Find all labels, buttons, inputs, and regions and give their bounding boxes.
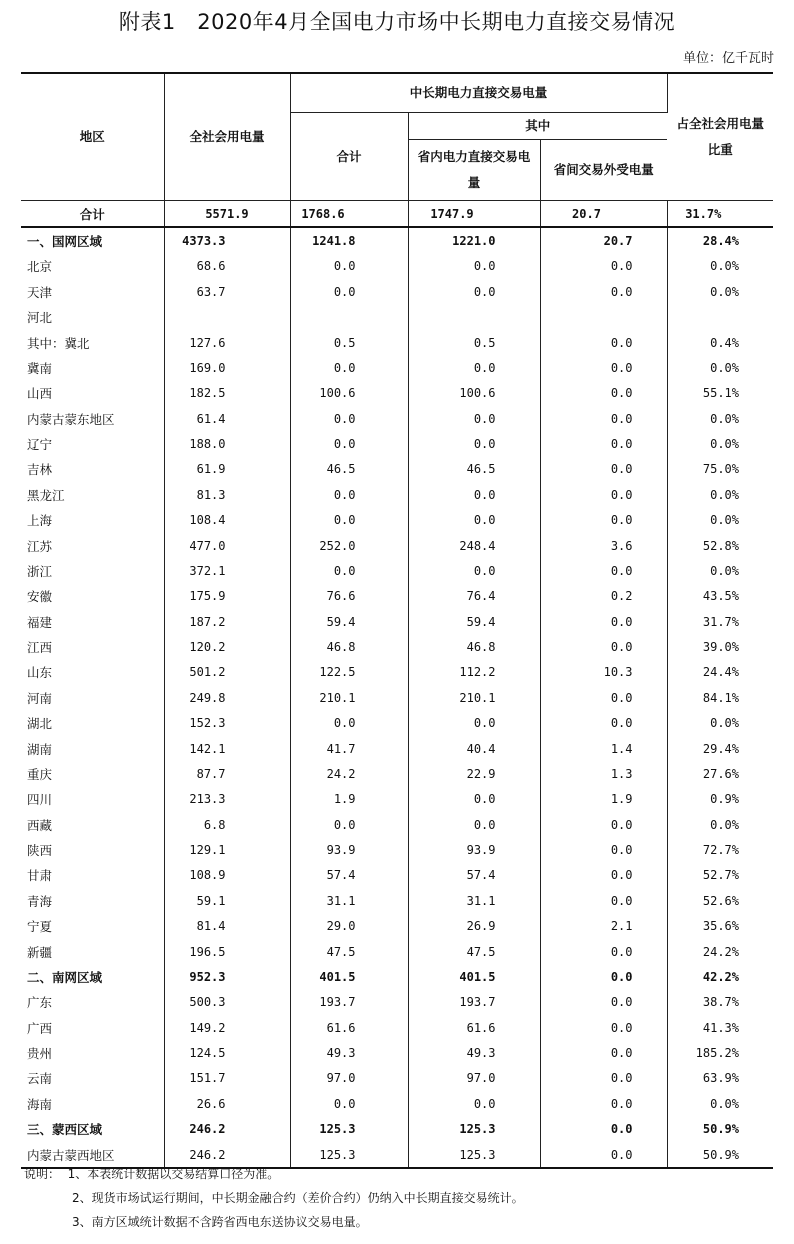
row-cell-i: 22.9 [408,761,540,786]
row-cell-s: 41.3% [702,1020,739,1035]
row-cell-s: 0.0% [710,716,739,731]
row-cell-o: 0.0 [540,1117,667,1142]
notes-label: 说明： [24,1167,61,1181]
row-cell-c: 61.4 [164,406,290,431]
row-cell-s: 38.7% [702,995,739,1010]
table-row [21,609,773,634]
row-cell-i: 0.0 [408,431,540,456]
row-cell-s: 35.6% [702,919,739,934]
row-cell-t: 31.1 [290,888,408,913]
row-cell-i: 193.7 [408,990,540,1015]
row-cell-o: 0.0 [540,711,667,736]
row-cell-t: 46.8 [290,634,408,659]
table-row [21,660,773,685]
row-cell-o: 0.0 [540,634,667,659]
header-region: 地区 [21,73,164,201]
row-cell-i: 0.0 [408,254,540,279]
row-cell-i: 40.4 [408,736,540,761]
row-cell-o: 0.0 [540,812,667,837]
row-cell-s: 31.7% [702,614,739,629]
row-cell-o: 10.3 [540,660,667,685]
table-row [21,837,773,862]
row-cell-i [408,305,540,330]
row-cell-s: 0.0% [710,437,739,452]
row-cell-c: 246.2 [164,1142,290,1168]
row-cell-o: 0.0 [540,508,667,533]
row-cell-t: 97.0 [290,1066,408,1091]
row-cell-c: 213.3 [164,787,290,812]
row-cell-t: 0.0 [290,1091,408,1116]
header-intra: 省内电力直接交易电量 [408,140,540,201]
row-cell-s: 50.9% [702,1122,739,1137]
row-cell-t: 0.0 [290,558,408,583]
table-row [21,1117,773,1142]
table-body [21,201,773,1169]
table-row [21,406,773,431]
row-cell-t: 59.4 [290,609,408,634]
table-row [21,1066,773,1091]
row-cell-s: 39.0% [702,640,739,655]
row-cell-o: 0.0 [540,685,667,710]
row-cell-o: 0.0 [540,964,667,989]
row-cell-i: 26.9 [408,914,540,939]
row-cell-i: 0.0 [408,482,540,507]
row-cell-c: 81.3 [164,482,290,507]
row-region-name: 广东 [21,990,164,1015]
row-cell-t: 0.0 [290,508,408,533]
row-cell-s: 52.6% [702,893,739,908]
table-row [21,1015,773,1040]
row-cell-s: 84.1% [702,690,739,705]
header-consumption: 全社会用电量 [164,73,290,201]
row-cell-i: 0.0 [408,812,540,837]
row-cell-s: 50.9% [667,1142,773,1168]
row-cell-c: 152.3 [164,711,290,736]
row-cell-t: 0.0 [290,711,408,736]
table-row [21,227,773,253]
row-cell-t: 0.0 [290,812,408,837]
row-cell-o: 0.0 [540,558,667,583]
row-cell-t: 0.0 [290,355,408,380]
row-cell-i: 0.0 [408,787,540,812]
row-cell-c: 500.3 [164,990,290,1015]
row-region-name: 湖南 [21,736,164,761]
row-cell-i: 47.5 [408,939,540,964]
row-cell-o: 0.0 [540,1015,667,1040]
row-cell-o: 0.0 [540,990,667,1015]
row-region-name: 内蒙古蒙西地区 [21,1142,164,1168]
row-cell-c: 87.7 [164,761,290,786]
row-cell-c: 249.8 [164,685,290,710]
row-cell-o: 0.0 [540,837,667,862]
row-cell-s: 0.0% [710,360,739,375]
row-cell-c: 61.9 [164,457,290,482]
row-cell-c: 4373.3 [164,227,290,253]
table-row [21,254,773,279]
row-cell-c: 187.2 [164,609,290,634]
row-cell-c: 81.4 [164,914,290,939]
row-cell-o: 1.9 [540,787,667,812]
row-region-name: 贵州 [21,1040,164,1065]
row-region-name: 吉林 [21,457,164,482]
table-row [21,381,773,406]
row-cell-i: 31.1 [408,888,540,913]
row-cell-t: 125.3 [290,1117,408,1142]
row-cell-c: 59.1 [164,888,290,913]
row-cell-t: 122.5 [290,660,408,685]
row-cell-t: 100.6 [290,381,408,406]
row-cell-s: 24.4% [702,665,739,680]
table-row [21,305,773,330]
notes [24,1162,524,1234]
row-cell-t: 46.5 [290,457,408,482]
table-row [21,508,773,533]
row-region-name: 冀南 [21,355,164,380]
row-cell-t: 1.9 [290,787,408,812]
row-region-name: 三、蒙西区域 [21,1117,164,1142]
row-cell-c: 5571.9 [164,201,290,228]
row-cell-o: 0.0 [540,482,667,507]
row-cell-s: 0.0% [710,411,739,426]
row-region-name: 青海 [21,888,164,913]
row-region-name: 安徽 [21,584,164,609]
row-cell-o: 0.0 [540,381,667,406]
table-row [21,1091,773,1116]
row-cell-c: 372.1 [164,558,290,583]
row-cell-i: 1221.0 [408,227,540,253]
row-region-name: 宁夏 [21,914,164,939]
row-cell-s: 0.0% [710,487,739,502]
row-cell-s: 24.2% [702,944,739,959]
row-cell-i: 248.4 [408,533,540,558]
row-region-name: 重庆 [21,761,164,786]
row-cell-i: 1747.9 [408,201,540,228]
row-cell-o: 0.0 [540,431,667,456]
row-cell-o: 0.2 [540,584,667,609]
row-region-name: 江西 [21,634,164,659]
row-cell-o: 3.6 [540,533,667,558]
row-cell-t: 401.5 [290,964,408,989]
table-row [21,279,773,304]
row-cell-t [290,305,408,330]
row-region-name: 辽宁 [21,431,164,456]
row-cell-i: 97.0 [408,1066,540,1091]
table-row [21,711,773,736]
row-cell-o [540,305,667,330]
row-cell-t: 210.1 [290,685,408,710]
row-cell-i: 0.0 [408,1091,540,1116]
row-cell-i: 0.5 [408,330,540,355]
row-cell-c: 501.2 [164,660,290,685]
row-cell-o: 1.3 [540,761,667,786]
table-row [21,482,773,507]
row-region-name: 新疆 [21,939,164,964]
row-region-name: 云南 [21,1066,164,1091]
row-cell-s: 52.8% [702,538,739,553]
row-cell-t: 1768.6 [290,201,408,228]
row-cell-c: 26.6 [164,1091,290,1116]
row-cell-o: 0.0 [540,1066,667,1091]
row-cell-s: 28.4% [702,234,739,249]
row-cell-o: 0.0 [540,1040,667,1065]
row-cell-s: 75.0% [702,462,739,477]
row-cell-o: 0.0 [540,888,667,913]
table-row [21,355,773,380]
row-region-name: 陕西 [21,837,164,862]
row-cell-c: 952.3 [164,964,290,989]
row-cell-i: 59.4 [408,609,540,634]
row-cell-t: 0.0 [290,406,408,431]
table-row [21,939,773,964]
row-region-name: 一、国网区域 [21,227,164,253]
row-region-name: 黑龙江 [21,482,164,507]
header-among: 其中 [408,113,667,140]
row-cell-t: 29.0 [290,914,408,939]
row-cell-c: 108.4 [164,508,290,533]
row-cell-o: 0.0 [540,254,667,279]
row-cell-s: 55.1% [702,386,739,401]
row-cell-c: 127.6 [164,330,290,355]
row-cell-i: 0.0 [408,406,540,431]
table-row [21,201,773,228]
row-region-name: 甘肃 [21,863,164,888]
row-cell-o: 0.0 [540,457,667,482]
row-region-name: 其中：冀北 [21,330,164,355]
row-cell-s: 42.2% [702,969,739,984]
row-cell-t: 0.0 [290,482,408,507]
row-cell-s: 43.5% [702,589,739,604]
row-cell-i: 112.2 [408,660,540,685]
row-cell-o: 0.0 [540,355,667,380]
table-row [21,457,773,482]
row-cell-s: 29.4% [702,741,739,756]
row-cell-c: 129.1 [164,837,290,862]
row-cell-s: 0.0% [710,284,739,299]
table-row [21,1040,773,1065]
row-region-name: 广西 [21,1015,164,1040]
header-direct-trade: 中长期电力直接交易电量 [290,73,667,113]
row-cell-c: 196.5 [164,939,290,964]
row-region-name: 二、南网区域 [21,964,164,989]
row-cell-s: 0.0% [710,817,739,832]
row-cell-t: 0.5 [290,330,408,355]
row-cell-i: 57.4 [408,863,540,888]
row-region-name: 北京 [21,254,164,279]
row-cell-c [164,305,290,330]
header-inter: 省间交易外受电量 [540,140,667,201]
row-cell-t: 57.4 [290,863,408,888]
row-region-name: 福建 [21,609,164,634]
row-region-name: 河南 [21,685,164,710]
row-cell-i: 0.0 [408,279,540,304]
row-cell-s: 0.9% [710,792,739,807]
row-cell-t: 47.5 [290,939,408,964]
row-cell-c: 246.2 [164,1117,290,1142]
row-region-name: 天津 [21,279,164,304]
table-row [21,330,773,355]
row-cell-i: 46.5 [408,457,540,482]
row-cell-i: 100.6 [408,381,540,406]
row-cell-t: 93.9 [290,837,408,862]
table-row [21,964,773,989]
table-row [21,787,773,812]
trade-table [21,72,773,1169]
table-row [21,863,773,888]
row-cell-o: 0.0 [540,279,667,304]
row-cell-i: 76.4 [408,584,540,609]
row-cell-o: 1.4 [540,736,667,761]
row-region-name: 山东 [21,660,164,685]
row-cell-i: 0.0 [408,508,540,533]
table-row [21,888,773,913]
row-cell-i: 210.1 [408,685,540,710]
header-sum: 合计 [290,113,408,201]
note-2: 2、现货市场试运行期间，中长期金融合约（差价合约）仍纳入中长期直接交易统计。 [72,1191,524,1205]
row-cell-t: 76.6 [290,584,408,609]
row-cell-s: 185.2% [695,1046,739,1061]
row-cell-o: 20.7 [540,227,667,253]
row-cell-o: 0.0 [540,1142,667,1168]
row-cell-i: 61.6 [408,1015,540,1040]
row-cell-c: 169.0 [164,355,290,380]
row-cell-s: 0.0% [710,563,739,578]
row-cell-i: 125.3 [408,1117,540,1142]
table-row [21,914,773,939]
row-cell-o: 20.7 [540,201,667,228]
row-cell-t: 193.7 [290,990,408,1015]
row-cell-i: 46.8 [408,634,540,659]
header-share: 占全社会用电量比重 [667,73,773,201]
row-cell-s: 72.7% [702,843,739,858]
row-cell-c: 477.0 [164,533,290,558]
table-row [21,761,773,786]
row-region-name: 西藏 [21,812,164,837]
table-row [21,431,773,456]
row-cell-c: 63.7 [164,279,290,304]
row-cell-t: 49.3 [290,1040,408,1065]
row-cell-t: 252.0 [290,533,408,558]
row-cell-c: 6.8 [164,812,290,837]
row-cell-s: 0.0% [710,259,739,274]
row-cell-c: 124.5 [164,1040,290,1065]
row-cell-c: 175.9 [164,584,290,609]
row-cell-o: 0.0 [540,330,667,355]
row-region-name: 内蒙古蒙东地区 [21,406,164,431]
row-cell-i: 0.0 [408,355,540,380]
row-cell-s: 63.9% [702,1071,739,1086]
row-cell-c: 182.5 [164,381,290,406]
row-cell-s: 0.0% [710,513,739,528]
row-region-name: 海南 [21,1091,164,1116]
row-cell-c: 151.7 [164,1066,290,1091]
row-cell-t: 0.0 [290,279,408,304]
row-cell-i: 49.3 [408,1040,540,1065]
row-cell-t: 0.0 [290,431,408,456]
row-cell-i: 401.5 [408,964,540,989]
row-region-name: 山西 [21,381,164,406]
table-row [21,584,773,609]
row-cell-t: 41.7 [290,736,408,761]
table-row [21,685,773,710]
row-region-name: 合计 [21,201,164,228]
page-title: 附表1 2020年4月全国电力市场中长期电力直接交易情况 [118,10,676,34]
table-row [21,990,773,1015]
row-cell-o: 0.0 [540,406,667,431]
row-region-name: 浙江 [21,558,164,583]
row-cell-t: 24.2 [290,761,408,786]
row-cell-t: 1241.8 [290,227,408,253]
row-cell-s: 31.7% [667,201,773,228]
row-cell-i: 0.0 [408,711,540,736]
row-cell-s: 0.4% [710,335,739,350]
row-region-name: 江苏 [21,533,164,558]
row-cell-t: 61.6 [290,1015,408,1040]
row-cell-i: 125.3 [408,1142,540,1168]
row-region-name: 四川 [21,787,164,812]
row-region-name: 河北 [21,305,164,330]
row-cell-t: 0.0 [290,254,408,279]
row-cell-s: 27.6% [702,766,739,781]
row-cell-c: 68.6 [164,254,290,279]
row-cell-i: 93.9 [408,837,540,862]
row-region-name: 上海 [21,508,164,533]
table-row [21,812,773,837]
row-cell-o: 0.0 [540,1091,667,1116]
row-cell-c: 108.9 [164,863,290,888]
row-cell-t: 125.3 [290,1142,408,1168]
unit-label: 单位：亿千瓦时 [682,51,774,66]
row-cell-c: 142.1 [164,736,290,761]
row-cell-o: 2.1 [540,914,667,939]
row-cell-o: 0.0 [540,609,667,634]
row-cell-i: 0.0 [408,558,540,583]
table-row [21,736,773,761]
row-cell-c: 188.0 [164,431,290,456]
row-cell-s: 52.7% [702,868,739,883]
table-row [21,558,773,583]
row-cell-s: 0.0% [710,1096,739,1111]
row-region-name: 湖北 [21,711,164,736]
note-3: 3、南方区域统计数据不含跨省西电东送协议交易电量。 [72,1215,368,1229]
note-1: 说明： 1、本表统计数据以交易结算口径为准。 [24,1167,280,1181]
row-cell-c: 120.2 [164,634,290,659]
table-row [21,533,773,558]
row-cell-c: 149.2 [164,1015,290,1040]
row-cell-o: 0.0 [540,863,667,888]
table-row [21,634,773,659]
row-cell-o: 0.0 [540,939,667,964]
row-cell-s [667,305,773,330]
